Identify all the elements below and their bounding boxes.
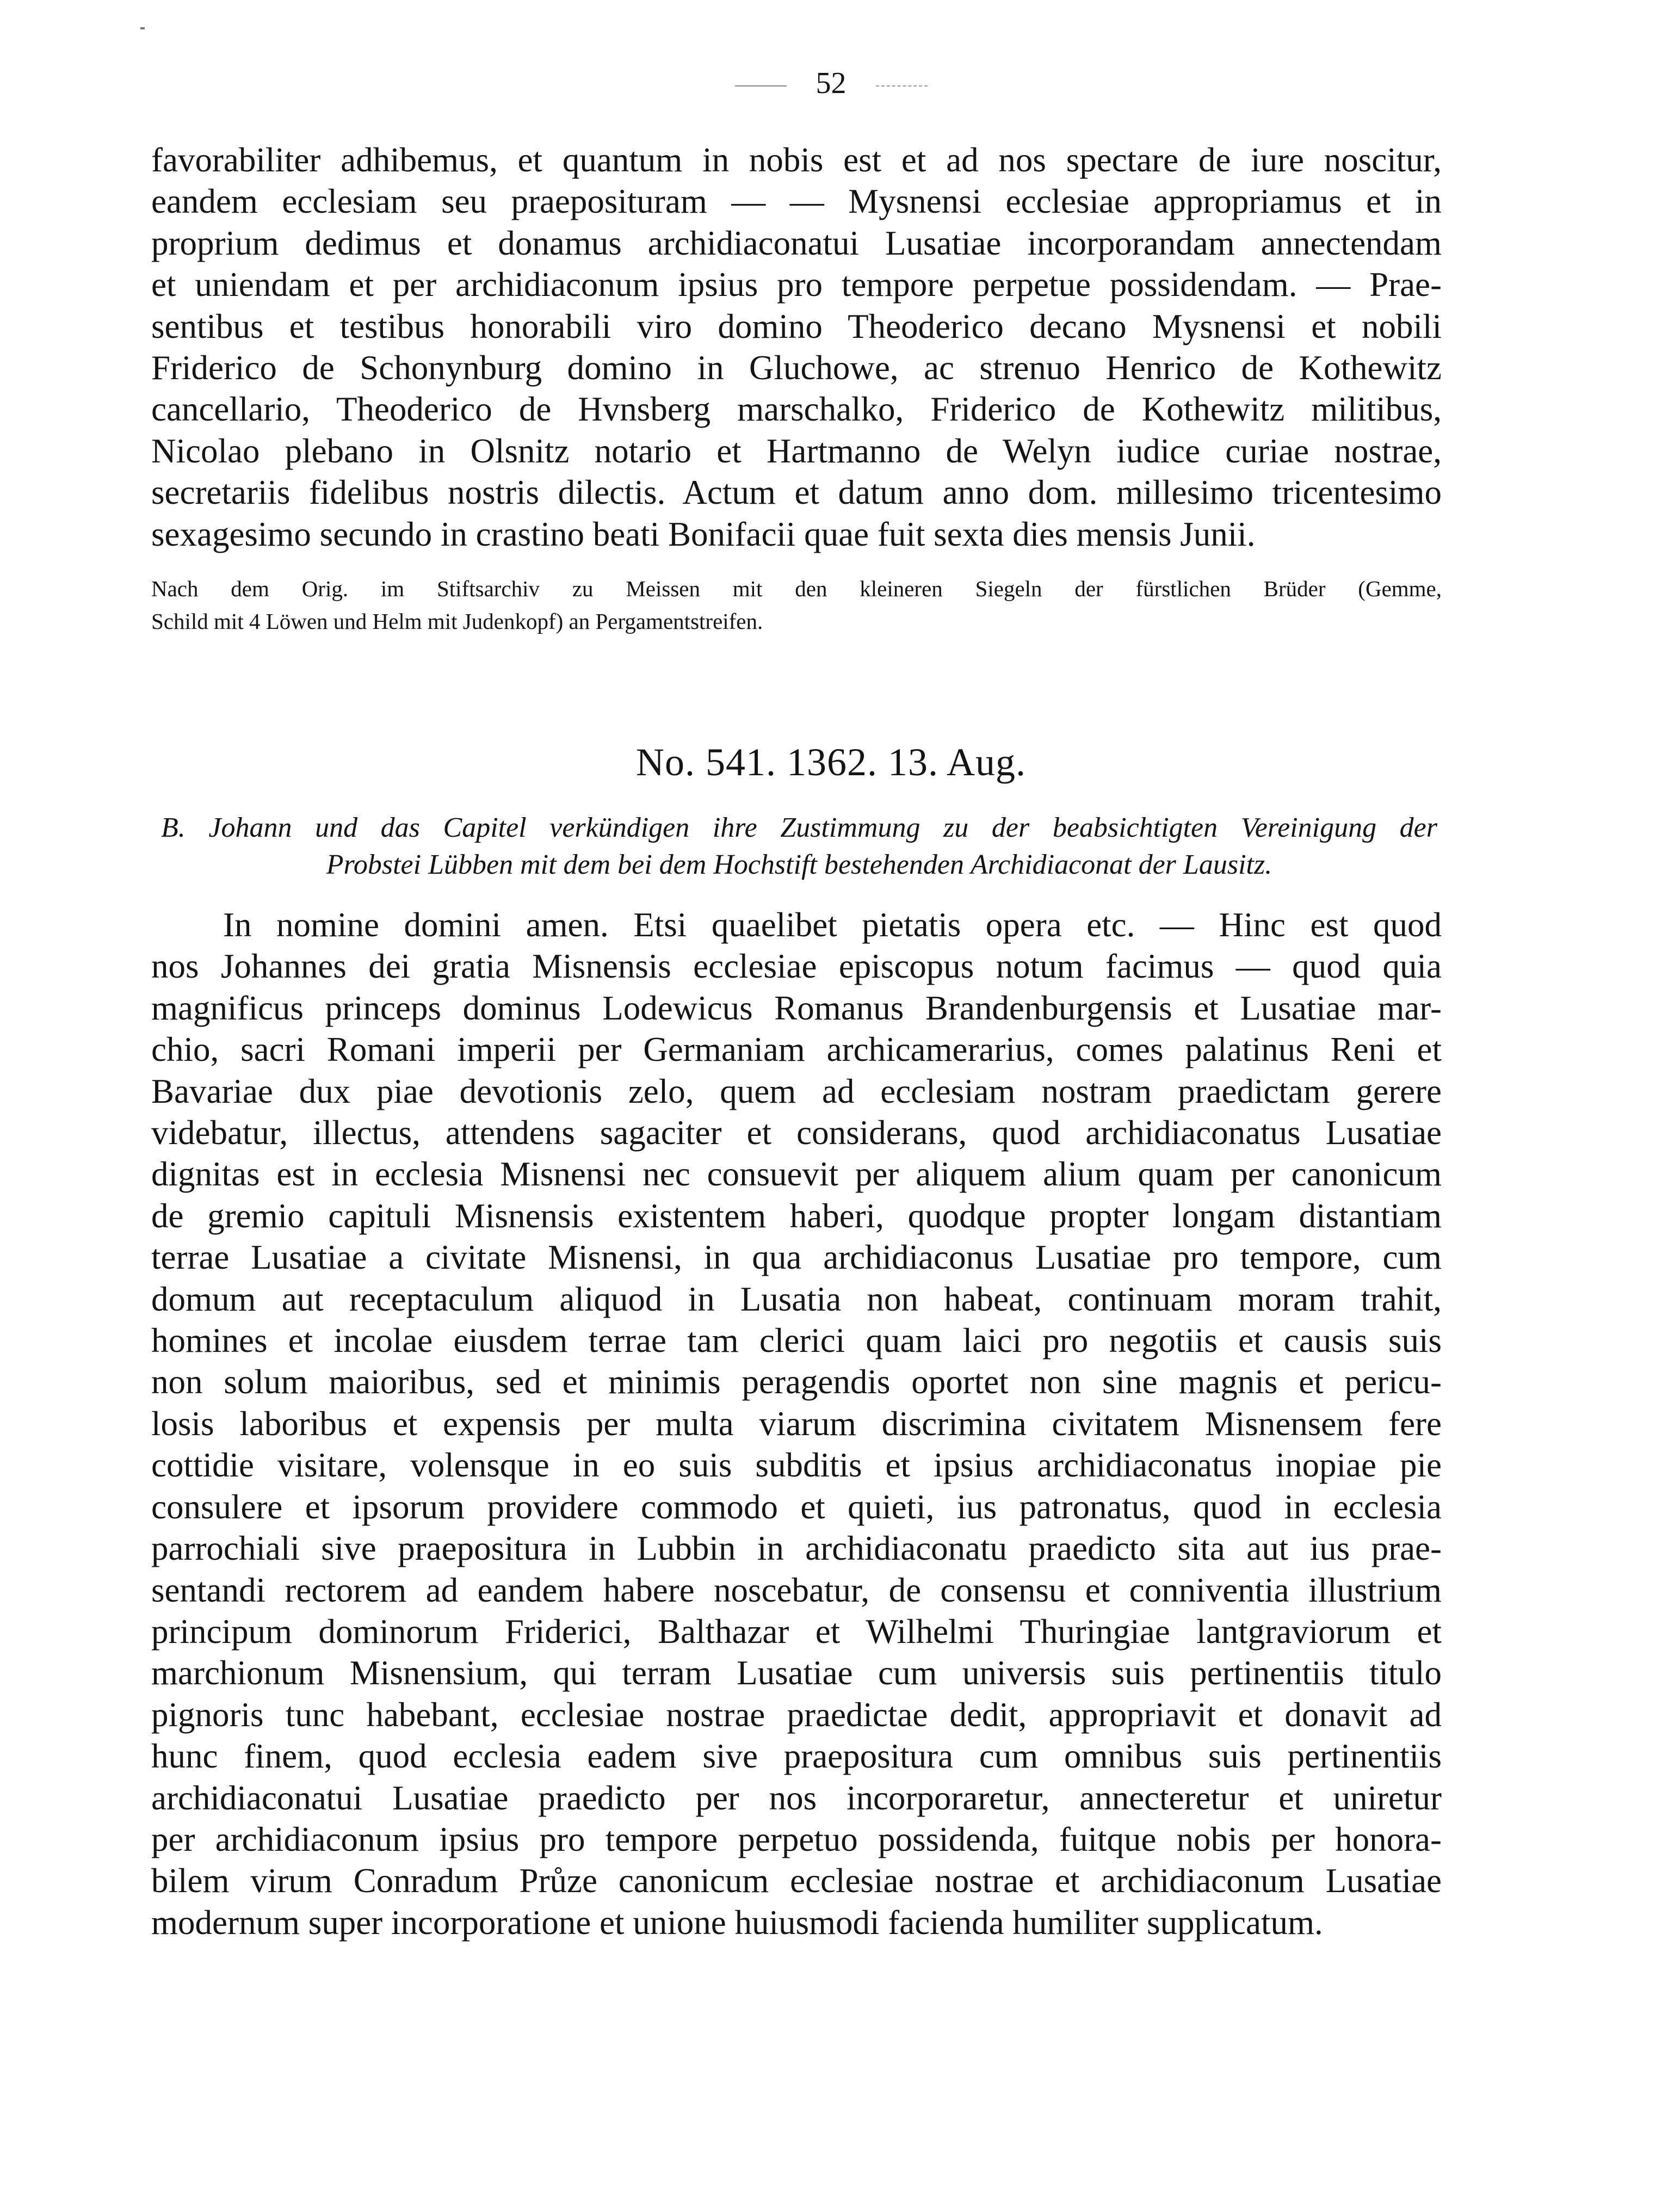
text-line: nos Johannes dei gratia Misnensis ecclesiae episcopus notum facimus — quod quia: [151, 947, 1442, 986]
main-paragraph: [151, 904, 1442, 1943]
note-line: Schild mit 4 Löwen und Helm mit Judenkopf) an Pergamentstreifen.: [151, 609, 763, 634]
summary-line: Probstei Lübben mit dem bei dem Hochstift bestehenden Archidiaconat der Lausitz.: [326, 849, 1272, 880]
text-line: per archidiaconum ipsius pro tempore perpetuo possidenda, fuitque nobis per honora-: [151, 1820, 1442, 1858]
source-note: [151, 572, 1442, 638]
document-summary: [161, 810, 1437, 883]
text-line: magnificus princeps dominus Lodewicus Romanus Brandenburgensis et Lusatiae mar-: [151, 988, 1442, 1027]
text-line: eandem ecclesiam seu praeposituram — — Mysnensi ecclesiae appropriamus et in: [151, 182, 1442, 221]
text-line: Nicolao plebano in Olsnitz notario et Hartmanno de Welyn iudice curiae nostrae,: [151, 431, 1442, 470]
text-line: pignoris tunc habebant, ecclesiae nostrae praedictae dedit, appropriavit et donavit ad: [151, 1695, 1442, 1734]
text-line: cancellario, Theoderico de Hvnsberg marschalko, Friderico de Kothewitz militibus,: [151, 390, 1442, 429]
text-line: cottidie visitare, volensque in eo suis subditis et ipsius archidiaconatus inopiae pie: [151, 1446, 1442, 1485]
text-line: modernum super incorporatione et unione huiusmodi facienda humiliter supplicatum.: [151, 1903, 1323, 1942]
text-line: proprium dedimus et donamus archidiaconatui Lusatiae incorporandam annectendam: [151, 224, 1442, 262]
header-rule-left: [735, 85, 787, 86]
text-line: de gremio capituli Misnensis existentem haberi, quodque propter longam distantiam: [151, 1196, 1442, 1235]
text-line: consulere et ipsorum providere commodo et quieti, ius patronatus, quod in ecclesia: [151, 1487, 1442, 1526]
page-header: [0, 64, 1662, 102]
text-line: sexagesimo secundo in crastino beati Bonifacii quae fuit sexta dies mensis Junii.: [151, 515, 1256, 553]
note-line: Nach dem Orig. im Stiftsarchiv zu Meissen mit den kleineren Siegeln der fürstlichen Brüder (Gemme,: [151, 576, 1442, 601]
text-line: chio, sacri Romani imperii per Germaniam archicamerarius, comes palatinus Reni et: [151, 1030, 1442, 1069]
text-line: domum aut receptaculum aliquod in Lusatia non habeat, continuam moram trahit,: [151, 1280, 1442, 1318]
page-number: 52: [815, 66, 847, 100]
text-line: sentibus et testibus honorabili viro domino Theoderico decano Mysnensi et nobili: [151, 307, 1442, 345]
text-line: Friderico de Schonynburg domino in Gluchowe, ac strenuo Henrico de Kothewitz: [151, 349, 1442, 387]
text-line: secretariis fidelibus nostris dilectis. Actum et datum anno dom. millesimo tricentesimo: [151, 473, 1442, 512]
text-line: non solum maioribus, sed et minimis peragendis oportet non sine magnis et pericu-: [151, 1363, 1442, 1401]
text-line: dignitas est in ecclesia Misnensi nec consuevit per aliquem alium quam per canonicum: [151, 1155, 1442, 1194]
text-line: In nomine domini amen. Etsi quaelibet pietatis opera etc. — Hinc est quod: [223, 906, 1442, 944]
header-rule-right: [876, 85, 928, 86]
text-line: Bavariae dux piae devotionis zelo, quem ad ecclesiam nostram praedictam gerere: [151, 1072, 1442, 1110]
text-line: terrae Lusatiae a civitate Misnensi, in qua archidiaconus Lusatiae pro tempore, cum: [151, 1238, 1442, 1277]
summary-line: B. Johann und das Capitel verkündigen ihre Zustimmung zu der beabsichtigten Vereinigung der: [161, 812, 1437, 843]
text-line: bilem virum Conradum Průze canonicum ecclesiae nostrae et archidiaconum Lusatiae: [151, 1862, 1442, 1900]
text-line: videbatur, illectus, attendens sagaciter et considerans, quod archidiaconatus Lusatiae: [151, 1114, 1442, 1152]
text-line: principum dominorum Friderici, Balthazar et Wilhelmi Thuringiae lantgraviorum et: [151, 1612, 1442, 1651]
text-line: hunc finem, quod ecclesia eadem sive praepositura cum omnibus suis pertinentiis: [151, 1737, 1442, 1776]
text-line: sentandi rectorem ad eandem habere noscebatur, de consensu et conniventia illustrium: [151, 1571, 1442, 1609]
text-line: favorabiliter adhibemus, et quantum in nobis est et ad nos spectare de iure noscitur,: [151, 141, 1442, 179]
document-heading: No. 541. 1362. 13. Aug.: [635, 740, 1027, 784]
text-line: archidiaconatui Lusatiae praedicto per nos incorporaretur, annecteretur et uniretur: [151, 1778, 1442, 1817]
scan-mark: [140, 27, 145, 29]
text-line: parrochiali sive praepositura in Lubbin in archidiaconatu praedicto sita aut ius prae-: [151, 1529, 1442, 1568]
text-line: losis laboribus et expensis per multa viarum discrimina civitatem Misnensem fere: [151, 1404, 1442, 1443]
text-line: marchionum Misnensium, qui terram Lusatiae cum universis suis pertinentiis titulo: [151, 1654, 1442, 1692]
text-line: homines et incolae eiusdem terrae tam clerici quam laici pro negotiis et causis suis: [151, 1321, 1442, 1360]
text-line: et uniendam et per archidiaconum ipsius pro tempore perpetue possidendam. — Prae-: [151, 265, 1442, 304]
top-paragraph: [151, 139, 1442, 555]
